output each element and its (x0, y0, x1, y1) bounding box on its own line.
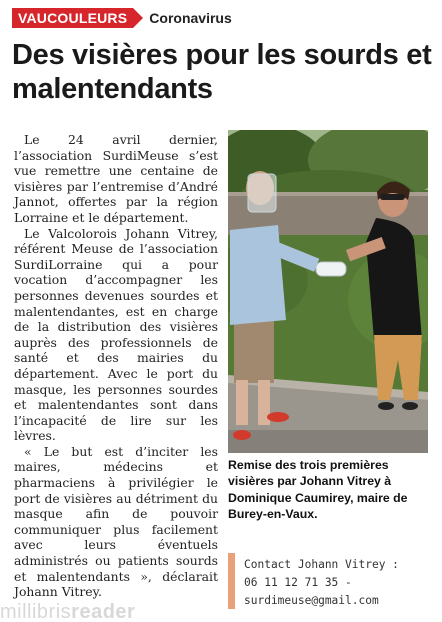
article-body (14, 132, 218, 600)
body-paragraph: « Le but est d’inciter les maires, médecins et pharmaciens à privilégier le port de visières au détriment du masque afin de pouvoir communiquer plus facilement avec leurs éventuels administrés ou patients sourds et malentendants », déclarait Johann Vitrey. (14, 443, 218, 600)
watermark-part1: millibris (0, 601, 72, 622)
contact-text (244, 556, 399, 610)
contact-accent-bar (228, 553, 235, 609)
article-headline: Des visières pour les sourds et malentendants (12, 39, 432, 105)
topic-label: Coronavirus (149, 10, 232, 26)
contact-email: surdimeuse@gmail.com (244, 594, 379, 607)
section-label: VAUCOULEURS (18, 10, 128, 26)
body-paragraph: Le 24 avril dernier, l’association SurdiMeuse s’est vue remettre une centaine de visières par l’entremise d’André Jannot, offertes par la région Lorraine et le département. (14, 132, 218, 225)
contact-phone: 06 11 12 71 35 - (244, 576, 352, 589)
article-photo (228, 130, 428, 453)
section-tag (12, 8, 133, 28)
watermark-logo (0, 601, 135, 622)
photo-caption: Remise des trois premières visières par Johann Vitrey à Dominique Caumirey, maire de Burey-en-Vaux. (228, 458, 408, 522)
watermark-part2: reader (71, 601, 136, 622)
photo-illustration (228, 130, 428, 453)
contact-name: Contact Johann Vitrey : (244, 558, 399, 571)
contact-box (228, 553, 434, 609)
kicker (12, 8, 232, 28)
section-tag-arrow (133, 8, 143, 28)
body-paragraph: Le Valcolorois Johann Vitrey, référent Meuse de l’association SurdiLorraine qui a pour vocation d’accompagner les personnes devenues sourdes et malentendantes, est en charge de la distribution des visières auprès des professionnels de santé et des mairies du département. Avec le port du masque, les personnes sourdes et malentendantes sont dans l’incapacité de lire sur les lèvres. (14, 225, 218, 444)
